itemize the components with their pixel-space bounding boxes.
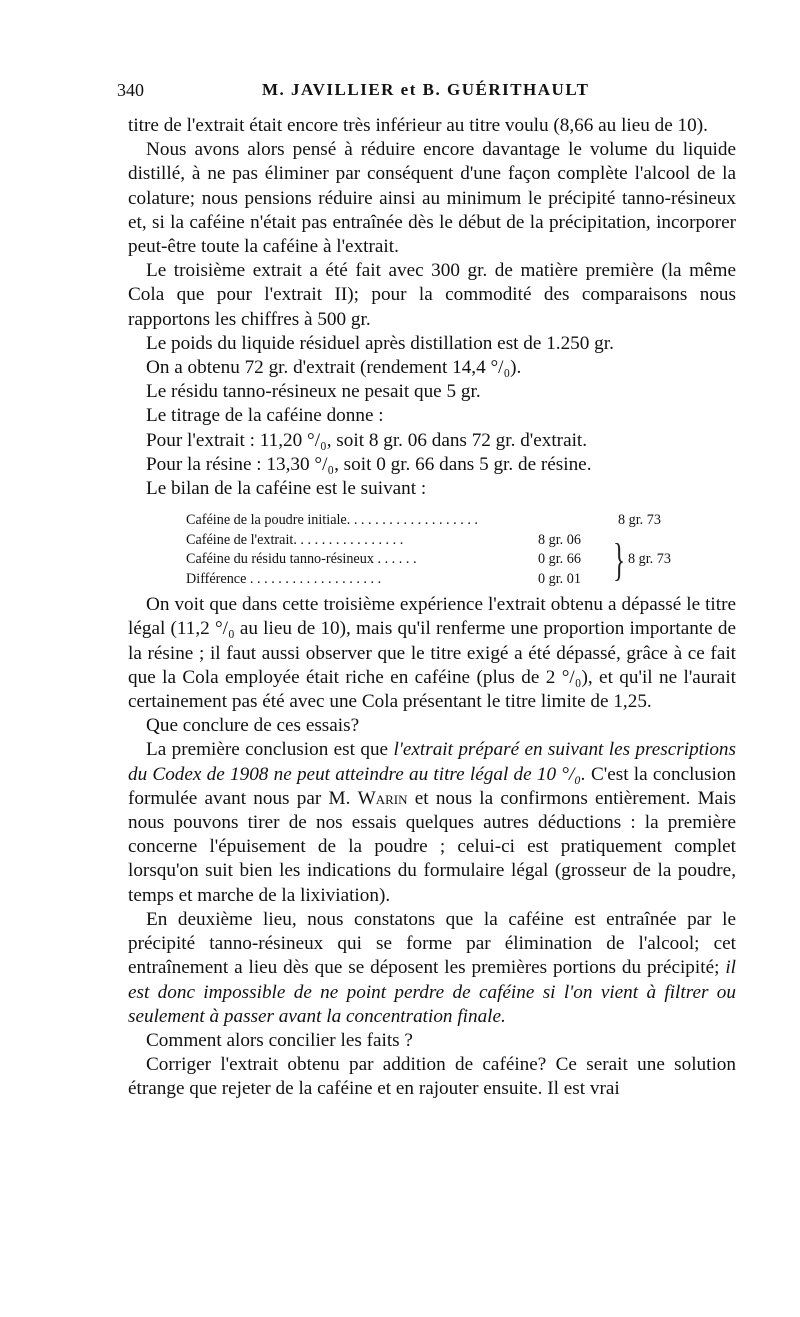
table-row [186,570,706,590]
curly-brace-icon: } [613,534,626,586]
page-header [117,80,737,104]
paragraph-13-part-c: et nous la confirmons entièrement. Mais nous pouvons tirer de nos essais quelques autres déductions : la première concerne l'épuisement de la poudre ; celui-ci est pratiquement complet lorsqu'on suit bien les indications du formulaire légal (grosseur de la poudre, temps et marche de la lixiviation). [128,787,736,906]
page-number: 340 [117,80,144,100]
paragraph-9: Pour la résine : 13,30 °/₀, soit 0 gr. 66 dans 5 gr. de résine. [146,453,592,475]
paragraph-13 [128,738,736,907]
paragraph-16: Corriger l'extrait obtenu par addition de caféine? Ce serait une solution étrange que rejeter de la caféine et en rajouter ensuite. Il est vrai [128,1054,736,1100]
table-row-value: 8 gr. 73 [618,512,661,529]
paragraph-13-part-b: C'est la conclusion formulée avant nous par M. [128,763,737,809]
table-row [186,531,706,551]
table-row [186,511,706,531]
paragraph-14-italic: il est donc impossible de ne point perdre de caféine si l'on vient à filtrer ou seulement à passer avant la concentration finale. [128,957,736,1027]
paragraph-1: titre de l'extrait était encore très inférieur au titre voulu (8,66 au lieu de 10). [128,115,708,136]
table-row-value: 8 gr. 06 [538,531,581,548]
table-row-label: Caféine du résidu tanno-résineux . . . . . . [186,551,417,568]
paragraph-13-italic: l'extrait préparé en suivant les prescriptions du Codex de 1908 ne peut atteindre au titre légal de 10 °/₀. [128,739,736,785]
paragraph-4: Le poids du liquide résiduel après distillation est de 1.250 gr. [146,332,614,354]
caffeine-balance-table [186,511,706,589]
paragraph-15: Comment alors concilier les faits ? [146,1029,413,1051]
paragraph-8: Pour l'extrait : 11,20 °/₀, soit 8 gr. 06 dans 72 gr. d'extrait. [146,429,588,451]
paragraph-10: Le bilan de la caféine est le suivant : [146,478,427,500]
paragraph-7: Le titrage de la caféine donne : [146,405,384,427]
table-row-label: Caféine de l'extrait. . . . . . . . . . . . . . . . [186,531,404,548]
paragraph-13-part-a: La première conclusion est que [146,739,394,761]
page-body [128,114,736,1102]
brace-total: 8 gr. 73 [628,551,671,568]
table-row-label: Caféine de la poudre initiale. . . . . . . . . . . . . . . . . . . [186,512,478,529]
paragraph-3: Le troisième extrait a été fait avec 300 gr. de matière première (la même Cola que pour l'extrait II); pour la commodité des comparaisons nous rapportons les chiffres à 500 gr. [128,260,736,330]
running-head: M. JAVILLIER et B. GUÉRITHAULT [262,80,590,99]
paragraph-2: Nous avons alors pensé à réduire encore davantage le volume du liquide distillé, à ne pas éliminer par conséquent d'une façon complète l'alcool de la colature; nous pensions réduire ainsi au minimum le précipité tanno-résineux et, si la caféine n'était pas entraînée dès le début de la précipitation, incorporer peut-être toute la caféine à l'extrait. [128,139,736,258]
paragraph-5: On a obtenu 72 gr. d'extrait (rendement 14,4 °/₀). [146,357,522,379]
table-row-label: Différence . . . . . . . . . . . . . . . . . . . [186,570,382,587]
table-row [186,550,706,570]
paragraph-14-part-a: En deuxième lieu, nous constatons que la caféine est entraînée par le précipité tanno-résineux qui se forme par élimination de l'alcool; cet entraînement a lieu dès que se déposent les premières portions du précipité; [128,908,736,979]
paragraph-6: Le résidu tanno-résineux ne pesait que 5 gr. [146,381,481,403]
paragraph-12: Que conclure de ces essais? [146,715,360,737]
author-name-warin: Warin [357,787,408,809]
paragraph-14 [128,908,736,1029]
paragraph-11: On voit que dans cette troisième expérience l'extrait obtenu a dépassé le titre légal (11,2 °/₀ au lieu de 10), mais qu'il renferme une proportion importante de la résine ; il faut aussi observer que le titre exigé a été dépassé, grâce à ce fait que la Cola employée était riche en caféine (plus de 2 °/₀), et qu'il ne l'aurait certainement pas été avec une Cola présentant le titre limite de 1,25. [128,594,736,713]
table-row-value: 0 gr. 01 [538,570,581,587]
table-row-value: 0 gr. 66 [538,551,581,568]
